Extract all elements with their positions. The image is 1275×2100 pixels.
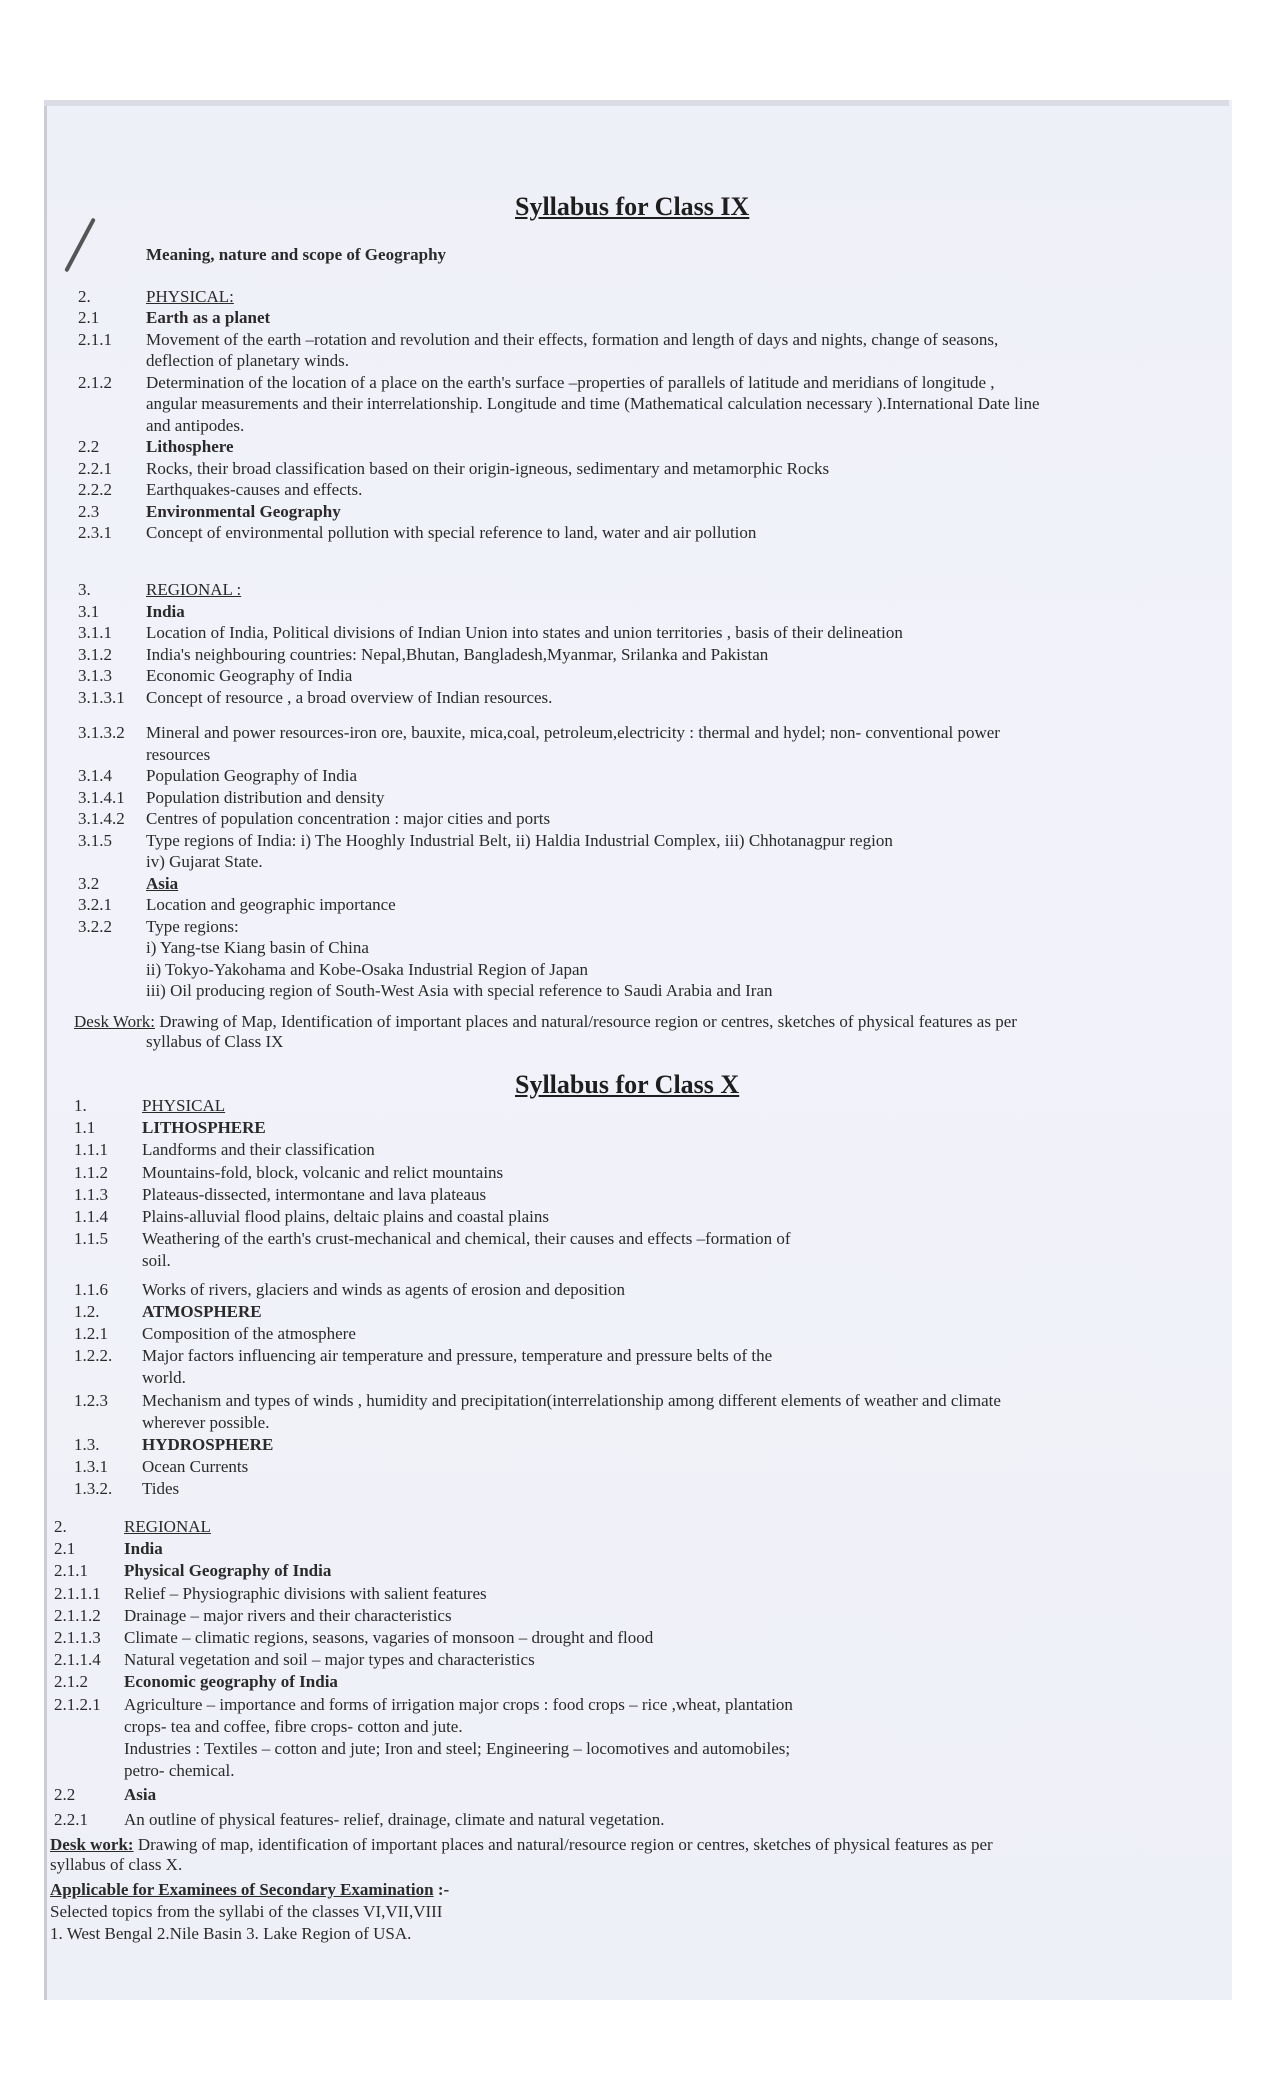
item-number: 2.2.1 (54, 1809, 88, 1829)
item-text: Location of India, Political divisions of Indian Union into states and union territories , basis of their delineation (146, 623, 903, 642)
item-number: 3.1.1 (78, 623, 112, 642)
item-number: 1.1.5 (74, 1229, 108, 1249)
item-number: 2.1.2.1 (54, 1694, 101, 1714)
item-text: world. (142, 1368, 186, 1388)
item-text: Population distribution and density (146, 787, 385, 807)
item-number: 1. (74, 1096, 87, 1115)
item-text: Mechanism and types of winds , humidity and precipitation(interrelationship among different elements of weather and climate (142, 1390, 1001, 1410)
item-number: 1.3.1 (74, 1457, 108, 1477)
item-text: Physical Geography of India (124, 1561, 332, 1581)
item-text: Drainage – major rivers and their characteristics (124, 1605, 452, 1625)
item-number: 1.3.2. (74, 1479, 113, 1499)
item-text: An outline of physical features- relief, drainage, climate and natural vegetation. (124, 1809, 665, 1829)
item-number: 3.1.3.1 (78, 687, 125, 707)
class-x-title: Syllabus for Class X (515, 1070, 740, 1099)
item-text: Tides (142, 1479, 180, 1499)
item-text: i) Yang-tse Kiang basin of China (146, 938, 369, 957)
item-text: Climate – climatic regions, seasons, vagaries of monsoon – drought and flood (124, 1628, 654, 1647)
item-text: Lithosphere (146, 437, 234, 456)
item-text: Agriculture – importance and forms of irrigation major crops : food crops – rice ,wheat, plantation (124, 1694, 793, 1714)
ix-desk-work (74, 1012, 1017, 1032)
item-text: iii) Oil producing region of South-West Asia with special reference to Saudi Arabia and Iran (146, 981, 773, 1000)
applicable-heading (50, 1880, 449, 1900)
x-desk-label: Desk work: (50, 1835, 134, 1854)
applicable-line-1: Selected topics from the syllabi of the classes VI,VII,VIII (50, 1902, 443, 1921)
item-text: Weathering of the earth's crust-mechanical and chemical, their causes and effects –formation of (142, 1229, 791, 1249)
scan-edge (44, 100, 1229, 106)
item-text: PHYSICAL (142, 1096, 226, 1115)
item-number: 2. (54, 1517, 67, 1536)
x-desk-text: Drawing of map, identification of important places and natural/resource region or centres, sketches of physical features as per (137, 1835, 993, 1854)
item-text: Plains-alluvial flood plains, deltaic plains and coastal plains (142, 1207, 549, 1226)
applicable-line-2: 1. West Bengal 2.Nile Basin 3. Lake Region of USA. (50, 1924, 412, 1943)
item-number: 2.2 (54, 1785, 76, 1805)
item-number: 3.1.3 (78, 666, 112, 685)
item-text: Plateaus-dissected, intermontane and lava plateaus (142, 1184, 487, 1204)
item-number: 2. (78, 286, 91, 306)
x-desk-work (50, 1835, 993, 1855)
item-text: Mineral and power resources-iron ore, bauxite, mica,coal, petroleum,electricity : thermal and hydel; non- conventional power (146, 723, 1000, 742)
item-number: 1.3. (74, 1435, 100, 1454)
item-text: resources (146, 744, 211, 764)
item-number: 2.2 (78, 437, 100, 456)
item-number: 2.3.1 (78, 523, 112, 542)
item-text: REGIONAL : (146, 580, 242, 599)
item-number: 3.1.5 (78, 830, 112, 850)
item-text: crops- tea and coffee, fibre crops- cotton and jute. (124, 1716, 463, 1736)
item-text: Movement of the earth –rotation and revolution and their effects, formation and length of days and nights, change of seasons, (146, 329, 999, 349)
item-text: Asia (146, 873, 179, 893)
item-text: Concept of environmental pollution with special reference to land, water and air pollution (146, 523, 757, 542)
item-text: Determination of the location of a place on the earth's surface –properties of parallels of latitude and meridians of longitude , (146, 372, 995, 392)
item-text: Relief – Physiographic divisions with salient features (124, 1583, 487, 1603)
item-text: Location and geographic importance (146, 895, 396, 914)
item-text: ATMOSPHERE (142, 1301, 262, 1321)
item-text: Composition of the atmosphere (142, 1324, 356, 1343)
item-text: Earth as a planet (146, 308, 271, 327)
applicable-colon: :- (433, 1880, 450, 1899)
item-text: Centres of population concentration : major cities and ports (146, 809, 551, 828)
item-number: 3.1.2 (78, 644, 112, 664)
item-text: Major factors influencing air temperature and pressure, temperature and pressure belts of the (142, 1346, 773, 1366)
item-number: 1.2.3 (74, 1390, 108, 1410)
item-text: HYDROSPHERE (142, 1435, 274, 1454)
item-text: Type regions of India: i) The Hooghly Industrial Belt, ii) Haldia Industrial Complex, iii) Chhotanagpur region (146, 830, 893, 850)
item-text: deflection of planetary winds. (146, 351, 349, 370)
item-text: petro- chemical. (124, 1761, 235, 1781)
item-number: 3.1.4.1 (78, 787, 125, 807)
item-text: Earthquakes-causes and effects. (146, 480, 363, 499)
item-text: Type regions: (146, 916, 239, 936)
ix-desk-text: Drawing of Map, Identification of important places and natural/resource region or centres, sketches of physical features as per (159, 1012, 1017, 1031)
item-text: Meaning, nature and scope of Geography (146, 245, 447, 264)
item-number: 3.1 (78, 601, 100, 621)
item-number: 2.1.1.1 (54, 1583, 101, 1603)
item-text: REGIONAL (124, 1517, 211, 1536)
item-number: 1.1 (74, 1118, 96, 1138)
item-text: Economic Geography of India (146, 666, 353, 685)
item-number: 1.1.1 (74, 1140, 108, 1160)
item-number: 3.2.1 (78, 895, 112, 914)
item-text: LITHOSPHERE (142, 1118, 266, 1138)
item-number: 2.1.1.4 (54, 1650, 101, 1670)
item-text: Mountains-fold, block, volcanic and relict mountains (142, 1162, 504, 1182)
item-number: 3.1.4 (78, 766, 112, 785)
item-text: Natural vegetation and soil – major types and characteristics (124, 1650, 535, 1670)
item-text: India (124, 1539, 163, 1559)
item-text: Industries : Textiles – cotton and jute; Iron and steel; Engineering – locomotives and automobiles; (124, 1739, 791, 1758)
item-number: 1.1.6 (74, 1279, 108, 1299)
item-text: soil. (142, 1251, 171, 1271)
item-text: Works of rivers, glaciers and winds as agents of erosion and deposition (142, 1279, 626, 1299)
item-text: Asia (124, 1785, 157, 1805)
item-text: ii) Tokyo-Yakohama and Kobe-Osaka Industrial Region of Japan (146, 959, 588, 979)
item-number: 2.1 (54, 1539, 76, 1559)
item-number: 2.1 (78, 308, 100, 327)
item-text: and antipodes. (146, 415, 245, 435)
class-ix-title: Syllabus for Class IX (515, 192, 750, 221)
item-text: iv) Gujarat State. (146, 852, 263, 871)
item-number: 2.1.2 (54, 1672, 88, 1692)
item-number: 1.2.1 (74, 1324, 108, 1343)
item-text: Population Geography of India (146, 766, 358, 785)
item-number: 3. (78, 580, 91, 599)
item-text: Landforms and their classification (142, 1140, 375, 1160)
ix-desk-text-2: syllabus of Class IX (146, 1032, 284, 1051)
item-number: 3.2.2 (78, 916, 112, 936)
item-number: 2.3 (78, 501, 100, 521)
item-number: 1.2. (74, 1301, 100, 1321)
item-text: Concept of resource , a broad overview of Indian resources. (146, 687, 553, 707)
item-number: 2.1.1 (78, 329, 112, 349)
item-text: Economic geography of India (124, 1672, 338, 1692)
item-number: 1.1.2 (74, 1162, 108, 1182)
item-text: India's neighbouring countries: Nepal,Bhutan, Bangladesh,Myanmar, Srilanka and Pakistan (146, 644, 769, 664)
item-number: 3.1.4.2 (78, 809, 125, 828)
item-number: 2.1.1.2 (54, 1605, 101, 1625)
item-number: 2.1.1.3 (54, 1628, 101, 1647)
item-number: 3.1.3.2 (78, 723, 125, 742)
item-number: 2.1.2 (78, 372, 112, 392)
item-number: 3.2 (78, 873, 100, 893)
item-text: PHYSICAL: (146, 286, 234, 306)
ix-desk-label: Desk Work: (74, 1012, 155, 1031)
item-text: Ocean Currents (142, 1457, 249, 1477)
item-text: India (146, 601, 185, 621)
item-text: wherever possible. (142, 1412, 270, 1432)
item-number: 2.2.1 (78, 458, 112, 478)
item-text: Rocks, their broad classification based on their origin-igneous, sedimentary and metamorphic Rocks (146, 458, 830, 478)
applicable-heading-text: Applicable for Examinees of Secondary Examination (50, 1880, 434, 1899)
item-number: 2.2.2 (78, 480, 112, 499)
item-number: 1.2.2. (74, 1346, 113, 1366)
x-desk-text-2: syllabus of class X. (50, 1855, 183, 1874)
item-text: angular measurements and their interrelationship. Longitude and time (Mathematical calculation necessary ).International Date line (146, 394, 1040, 413)
item-number: 1.1.3 (74, 1184, 108, 1204)
item-text: Environmental Geography (146, 501, 341, 521)
item-number: 2.1.1 (54, 1561, 88, 1581)
item-number: 1.1.4 (74, 1207, 108, 1226)
